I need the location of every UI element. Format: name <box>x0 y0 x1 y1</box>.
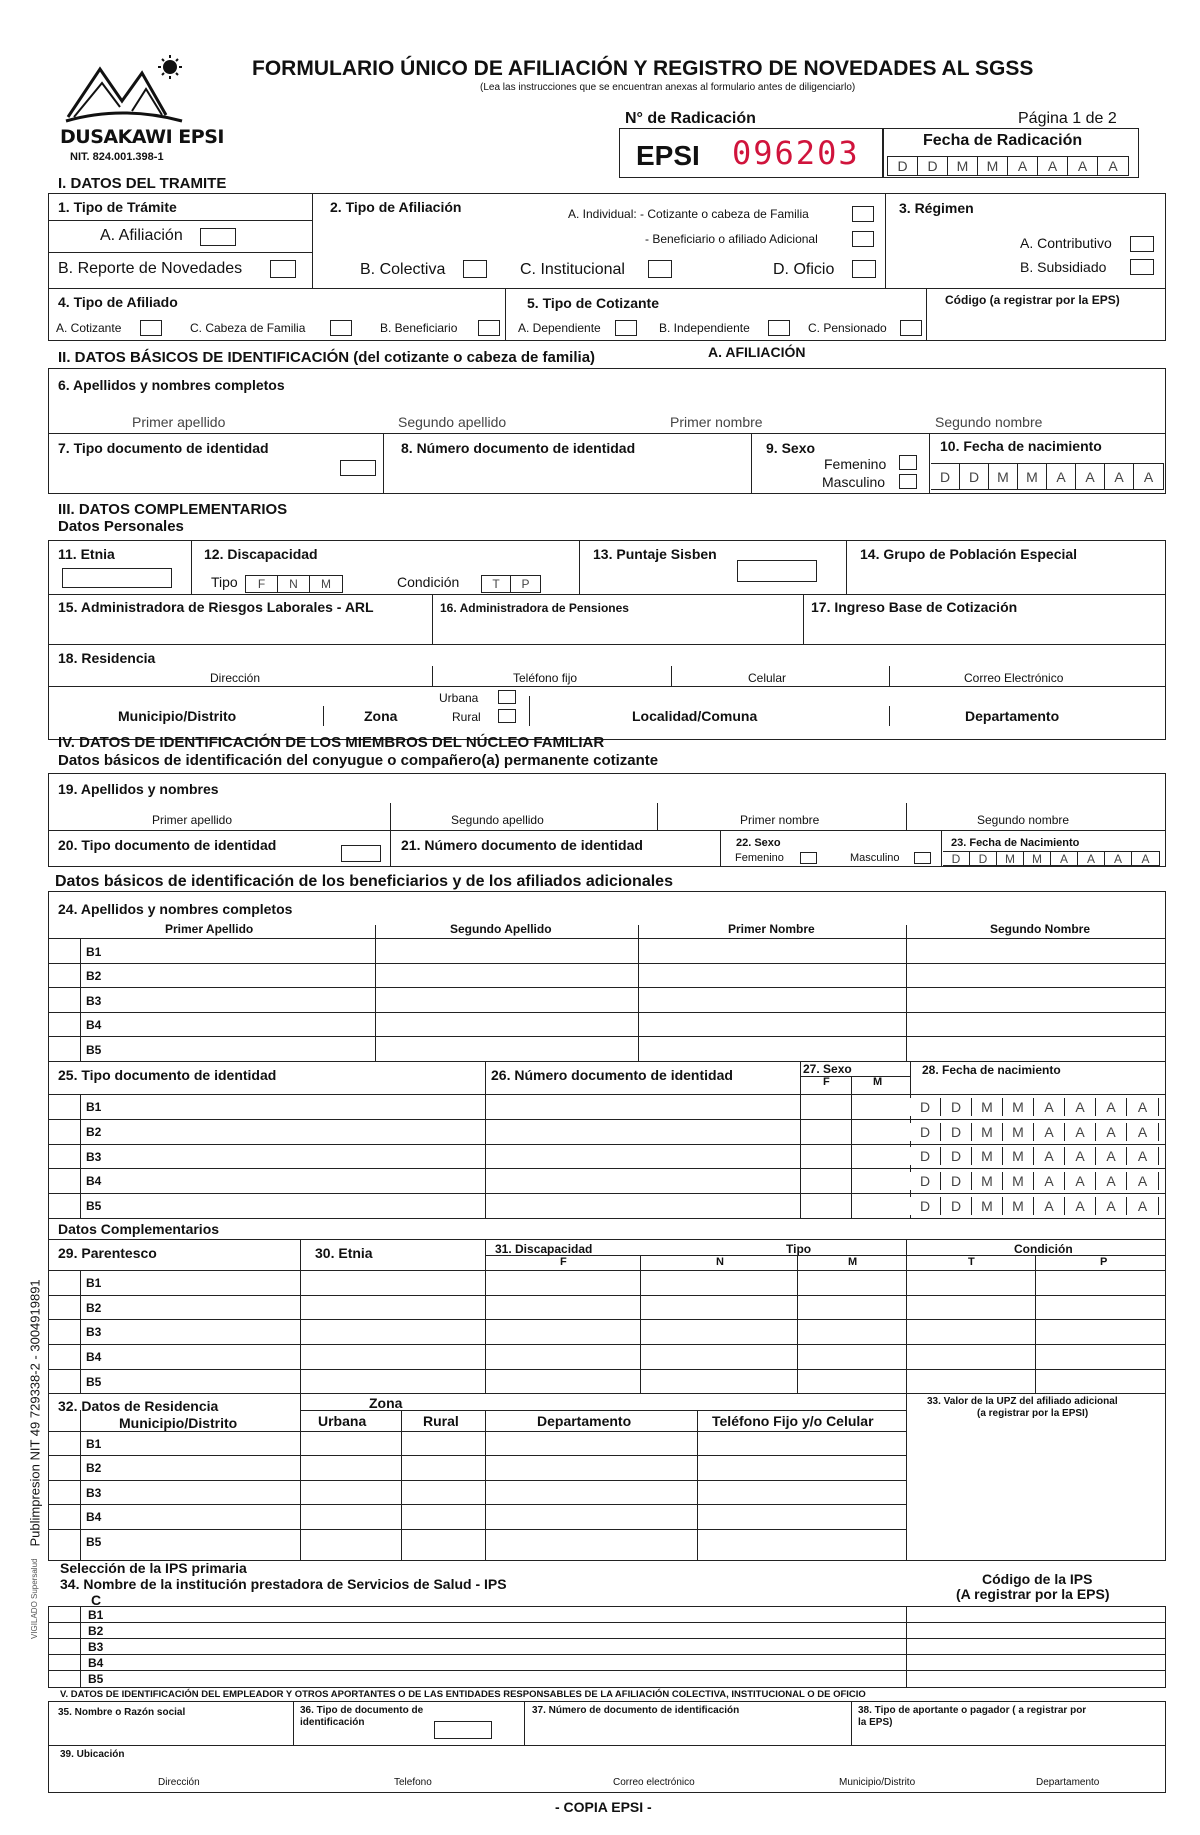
row-b5: B5 <box>86 1199 102 1213</box>
ips-row-b5: B5 <box>88 1672 104 1686</box>
disc-col-f: F <box>560 1256 567 1268</box>
disc-col-n: N <box>716 1256 724 1268</box>
zona-label: Zona <box>364 708 398 724</box>
col-primer-apellido: Primer Apellido <box>165 922 254 936</box>
ben-municipio-label: Municipio/Distrito <box>119 1415 238 1431</box>
tipo-doc-empleador-box[interactable] <box>434 1721 492 1739</box>
ben-fecha-nac-cells-b3[interactable]: D D M M A A A A <box>910 1147 1159 1165</box>
ben-sexo-m: M <box>873 1076 883 1088</box>
urbana-checkbox[interactable] <box>498 690 516 704</box>
independiente-label: B. Independiente <box>659 321 750 335</box>
rural-checkbox[interactable] <box>498 709 516 723</box>
oficio-checkbox[interactable] <box>852 260 876 278</box>
section-3-title: III. DATOS COMPLEMENTARIOS <box>58 501 288 518</box>
fecha-nacimiento-cells[interactable]: D D M M A A A A <box>931 463 1164 490</box>
row-b2: B2 <box>86 1301 102 1315</box>
conyuge-femenino-checkbox[interactable] <box>800 852 817 864</box>
codigo-eps-label: Código (a registrar por la EPS) <box>945 293 1120 307</box>
individual-label: A. Individual: - Cotizante o cabeza de Familia <box>568 207 809 221</box>
arl-label: 15. Administradora de Riesgos Laborales - ARL <box>58 599 374 615</box>
ben-zona-label: Zona <box>369 1395 403 1411</box>
upz-label: 33. Valor de la UPZ del afiliado adicional <box>927 1396 1118 1407</box>
emp-direccion-label: Dirección <box>158 1777 200 1788</box>
num-doc-empleador-label: 37. Número de documento de identificación <box>532 1705 740 1716</box>
femenino-checkbox[interactable] <box>899 455 917 470</box>
datos-residencia-label: 32. Datos de Residencia <box>58 1398 219 1414</box>
datos-complementarios-label: Datos Complementarios <box>58 1221 220 1237</box>
logo <box>62 55 202 125</box>
telefono-fijo-label: Teléfono fijo <box>513 671 578 685</box>
ben-sexo-f: F <box>823 1076 830 1088</box>
conyuge-label: Datos básicos de identificación del conyugue o compañero(a) permanente cotizante <box>58 752 659 769</box>
row-b2: B2 <box>86 1461 102 1475</box>
emp-municipio-label: Municipio/Distrito <box>839 1777 916 1788</box>
row-b5: B5 <box>86 1043 102 1057</box>
org-nit: NIT. 824.001.398-1 <box>70 151 164 163</box>
conyuge-fecha-nac-label: 23. Fecha de Nacimiento <box>951 837 1080 849</box>
tipo-afiliacion-label: 2. Tipo de Afiliación <box>330 199 462 215</box>
tipo-doc-empleador-label-2: identificación <box>300 1717 365 1728</box>
row-b1: B1 <box>86 945 102 959</box>
primer-apellido-label: Primer apellido <box>132 414 226 430</box>
subsidiado-label: B. Subsidiado <box>1020 259 1107 275</box>
row-b3: B3 <box>86 1150 102 1164</box>
ben-tipo-doc-label: 25. Tipo documento de identidad <box>58 1067 277 1083</box>
form-title: FORMULARIO ÚNICO DE AFILIACIÓN Y REGISTRO DE NOVEDADES AL SGSS <box>252 57 1034 80</box>
ben-num-doc-label: 26. Número documento de identidad <box>491 1067 733 1083</box>
org-name: DUSAKAWI EPSI <box>60 126 224 148</box>
segundo-apellido-label: Segundo apellido <box>398 414 507 430</box>
cotizante-checkbox[interactable] <box>140 320 162 336</box>
row-b5: B5 <box>86 1535 102 1549</box>
ben-disc-tipo-label: Tipo <box>786 1242 812 1256</box>
rural-label: Rural <box>452 710 481 724</box>
ben-fecha-nac-label: 28. Fecha de nacimiento <box>922 1063 1061 1077</box>
conyuge-masculino-checkbox[interactable] <box>914 852 931 864</box>
row-b4: B4 <box>86 1174 102 1188</box>
conyuge-fecha-nac-cells[interactable]: D D M M A A A A <box>943 851 1160 866</box>
colectiva-label: B. Colectiva <box>360 261 446 278</box>
institucional-checkbox[interactable] <box>648 260 672 278</box>
ben-fecha-nac-cells-b4[interactable]: D D M M A A A A <box>910 1172 1159 1190</box>
row-b4: B4 <box>86 1018 102 1032</box>
beneficiario-checkbox[interactable] <box>478 320 500 336</box>
ben-departamento-label: Departamento <box>537 1413 632 1429</box>
tipo-doc-empleador-label: 36. Tipo de documento de <box>300 1705 424 1716</box>
disc-condicion-label: Condición <box>397 574 460 590</box>
row-b1: B1 <box>86 1100 102 1114</box>
ibc-label: 17. Ingreso Base de Cotización <box>811 599 1018 615</box>
radicacion-number: 096203 <box>732 134 860 172</box>
parentesco-label: 29. Parentesco <box>58 1245 157 1261</box>
row-b2: B2 <box>86 969 102 983</box>
apellidos-nombres-label: 6. Apellidos y nombres completos <box>58 377 285 393</box>
row-b5: B5 <box>86 1375 102 1389</box>
section-5-title: V. DATOS DE IDENTIFICACIÓN DEL EMPLEADOR Y OTROS APORTANTES O DE LAS ENTIDADES RESPONSABLES DE LA AFILIACIÓN COLECTIVA, INSTITUCIONAL O DE OFICIO <box>60 1689 866 1700</box>
individual-cotizante-checkbox[interactable] <box>852 206 874 222</box>
disc-tipo-cells[interactable]: F N M <box>245 575 343 593</box>
fecha-nacimiento-label: 10. Fecha de nacimiento <box>940 438 1102 454</box>
tipo-afiliado-label: 4. Tipo de Afiliado <box>58 294 178 310</box>
ips-row-b4: B4 <box>88 1656 104 1670</box>
upz-label-2: (a registrar por la EPSI) <box>977 1408 1089 1419</box>
urbana-label: Urbana <box>439 691 479 705</box>
conyuge-sexo-label: 22. Sexo <box>736 837 781 849</box>
dependiente-checkbox[interactable] <box>615 320 637 336</box>
fecha-radicacion-label: Fecha de Radicación <box>923 132 1083 149</box>
primer-nombre-label: Primer nombre <box>670 414 763 430</box>
beneficiarios-title: Datos básicos de identificación de los beneficiarios y de los afiliados adicionales <box>55 873 673 890</box>
pensionado-label: C. Pensionado <box>808 321 887 335</box>
ben-fecha-nac-cells-b5[interactable]: D D M M A A A A <box>910 1197 1159 1215</box>
row-b4: B4 <box>86 1350 102 1364</box>
ben-telefono-label: Teléfono Fijo y/o Celular <box>712 1413 874 1429</box>
discapacidad-label: 12. Discapacidad <box>204 546 318 562</box>
grupo-poblacion-label: 14. Grupo de Población Especial <box>860 546 1078 562</box>
ips-c-label: C <box>91 1592 102 1608</box>
cotizante-label: A. Cotizante <box>56 321 122 335</box>
col-primer-nombre: Primer Nombre <box>728 922 815 936</box>
tipo-documento-label: 7. Tipo documento de identidad <box>58 440 269 456</box>
direccion-label: Dirección <box>210 671 261 685</box>
ubicacion-label: 39. Ubicación <box>60 1749 125 1760</box>
pensiones-label: 16. Administradora de Pensiones <box>440 601 629 615</box>
afiliacion-label-2: A. AFILIACIÓN <box>708 344 806 360</box>
ips-row-b3: B3 <box>88 1640 104 1654</box>
ben-fecha-nac-cells-b2[interactable]: D D M M A A A A <box>910 1123 1159 1141</box>
col-segundo-apellido: Segundo Apellido <box>450 922 552 936</box>
departamento-label: Departamento <box>965 708 1060 724</box>
conyuge-masculino-label: Masculino <box>850 852 900 864</box>
cabeza-familia-checkbox[interactable] <box>330 320 352 336</box>
beneficiario-label: B. Beneficiario <box>380 321 458 335</box>
ben-sexo-label: 27. Sexo <box>803 1062 852 1076</box>
ben-rural-label: Rural <box>423 1413 459 1429</box>
mountain-sun-icon <box>62 55 202 125</box>
side-print-text: Publimpresion NIT 49 729338-2 - 3004919891 <box>27 1279 43 1547</box>
razon-social-label: 35. Nombre o Razón social <box>58 1707 186 1718</box>
puntaje-sisben-box[interactable] <box>737 560 817 582</box>
conyuge-nombres-label: 19. Apellidos y nombres <box>58 781 219 797</box>
col-segundo-nombre: Segundo Nombre <box>990 922 1091 936</box>
section-2-title: II. DATOS BÁSICOS DE IDENTIFICACIÓN (del cotizante o cabeza de familia) <box>58 349 596 366</box>
ben-disc-condicion-label: Condición <box>1014 1242 1073 1256</box>
codigo-ips-label-2: (A registrar por la EPS) <box>956 1586 1110 1602</box>
ben-fecha-nac-cells-b1[interactable]: D D M M A A A A <box>910 1098 1159 1116</box>
puntaje-sisben-label: 13. Puntaje Sisben <box>593 546 717 562</box>
row-b1: B1 <box>86 1437 102 1451</box>
tipo-cotizante-label: 5. Tipo de Cotizante <box>527 295 659 311</box>
ips-row-b2: B2 <box>88 1624 104 1638</box>
row-b1: B1 <box>86 1276 102 1290</box>
row-b2: B2 <box>86 1125 102 1139</box>
regimen-label: 3. Régimen <box>899 200 974 216</box>
segundo-nombre-label: Segundo nombre <box>935 414 1043 430</box>
section-4-title: IV. DATOS DE IDENTIFICACIÓN DE LOS MIEMBROS DEL NÚCLEO FAMILIAR <box>58 734 605 751</box>
row-b3: B3 <box>86 1325 102 1339</box>
page-number: Página 1 de 2 <box>1018 110 1117 127</box>
sexo-label: 9. Sexo <box>766 440 816 456</box>
femenino-label: Femenino <box>824 456 887 472</box>
epsi-label: EPSI <box>636 140 700 171</box>
conyuge-num-doc-label: 21. Número documento de identidad <box>401 837 643 853</box>
emp-departamento-label: Departamento <box>1036 1777 1100 1788</box>
row-b4: B4 <box>86 1510 102 1524</box>
apellidos-completos-label: 24. Apellidos y nombres completos <box>58 901 293 917</box>
seleccion-ips-label: Selección de la IPS primaria <box>60 1560 247 1576</box>
row-b3: B3 <box>86 1486 102 1500</box>
reporte-novedades-checkbox[interactable] <box>270 260 296 278</box>
vigilado-text: VIGILADO Supersalud <box>30 1558 39 1639</box>
localidad-label: Localidad/Comuna <box>632 708 758 724</box>
ben-etnia-label: 30. Etnia <box>315 1245 373 1261</box>
tipo-tramite-label: 1. Tipo de Trámite <box>58 199 177 215</box>
afiliacion-label: A. Afiliación <box>100 227 183 244</box>
emp-correo-label: Correo electrónico <box>613 1777 695 1788</box>
disc-col-t: T <box>968 1256 975 1268</box>
residencia-label: 18. Residencia <box>58 650 156 666</box>
tipo-documento-box[interactable] <box>340 460 376 476</box>
codigo-ips-label: Código de la IPS <box>982 1571 1093 1587</box>
ben-urbana-label: Urbana <box>318 1413 367 1429</box>
ips-row-b1: B1 <box>88 1608 104 1622</box>
institucional-label: C. Institucional <box>520 261 625 278</box>
etnia-box[interactable] <box>62 568 172 588</box>
celular-label: Celular <box>748 671 787 685</box>
radicacion-label: N° de Radicación <box>625 110 756 127</box>
masculino-checkbox[interactable] <box>899 474 917 489</box>
conyuge-tipo-doc-box[interactable] <box>341 845 381 862</box>
conyuge-primer-nombre: Primer nombre <box>740 813 820 827</box>
correo-label: Correo Electrónico <box>964 671 1064 685</box>
conyuge-segundo-apellido: Segundo apellido <box>451 813 544 827</box>
cabeza-familia-label: C. Cabeza de Familia <box>190 321 306 335</box>
oficio-label: D. Oficio <box>773 261 835 278</box>
beneficiario-adicional-checkbox[interactable] <box>852 231 874 247</box>
datos-personales-label: Datos Personales <box>58 518 184 535</box>
conyuge-femenino-label: Femenino <box>735 852 784 864</box>
emp-telefono-label: Telefono <box>394 1777 432 1788</box>
form-subtitle: (Lea las instrucciones que se encuentran anexas al formulario antes de diligenciarlo) <box>480 82 856 93</box>
contributivo-label: A. Contributivo <box>1020 235 1112 251</box>
disc-condicion-cells[interactable]: T P <box>481 575 541 593</box>
section-1-title: I. DATOS DEL TRAMITE <box>58 175 227 192</box>
tipo-aportante-label-2: la EPS) <box>858 1717 893 1728</box>
afiliacion-checkbox[interactable] <box>200 228 236 246</box>
row-b3: B3 <box>86 994 102 1008</box>
fecha-radicacion-cells[interactable]: D D M M A A A A <box>887 156 1129 176</box>
ben-discapacidad-label: 31. Discapacidad <box>495 1242 593 1256</box>
independiente-checkbox[interactable] <box>768 320 790 336</box>
conyuge-primer-apellido: Primer apellido <box>152 813 233 827</box>
disc-col-m: M <box>848 1256 858 1268</box>
dependiente-label: A. Dependiente <box>518 321 601 335</box>
conyuge-tipo-doc-label: 20. Tipo documento de identidad <box>58 837 277 853</box>
pensionado-checkbox[interactable] <box>900 320 922 336</box>
subsidiado-checkbox[interactable] <box>1130 259 1154 275</box>
colectiva-checkbox[interactable] <box>463 260 487 278</box>
nombre-ips-label: 34. Nombre de la institución prestadora de Servicios de Salud - IPS <box>60 1576 507 1592</box>
municipio-label: Municipio/Distrito <box>118 708 237 724</box>
contributivo-checkbox[interactable] <box>1130 236 1154 252</box>
masculino-label: Masculino <box>822 474 886 490</box>
disc-col-p: P <box>1100 1256 1108 1268</box>
conyuge-segundo-nombre: Segundo nombre <box>977 813 1070 827</box>
copia-epsi-label: - COPIA EPSI - <box>555 1799 652 1815</box>
tipo-aportante-label: 38. Tipo de aportante o pagador ( a registrar por <box>858 1705 1087 1716</box>
etnia-label: 11. Etnia <box>58 546 115 562</box>
beneficiario-adicional-label: - Beneficiario o afiliado Adicional <box>645 232 818 246</box>
ips-box <box>48 1606 1166 1688</box>
numero-documento-label: 8. Número documento de identidad <box>401 440 636 456</box>
disc-tipo-label: Tipo <box>211 574 238 590</box>
reporte-novedades-label: B. Reporte de Novedades <box>58 260 243 277</box>
